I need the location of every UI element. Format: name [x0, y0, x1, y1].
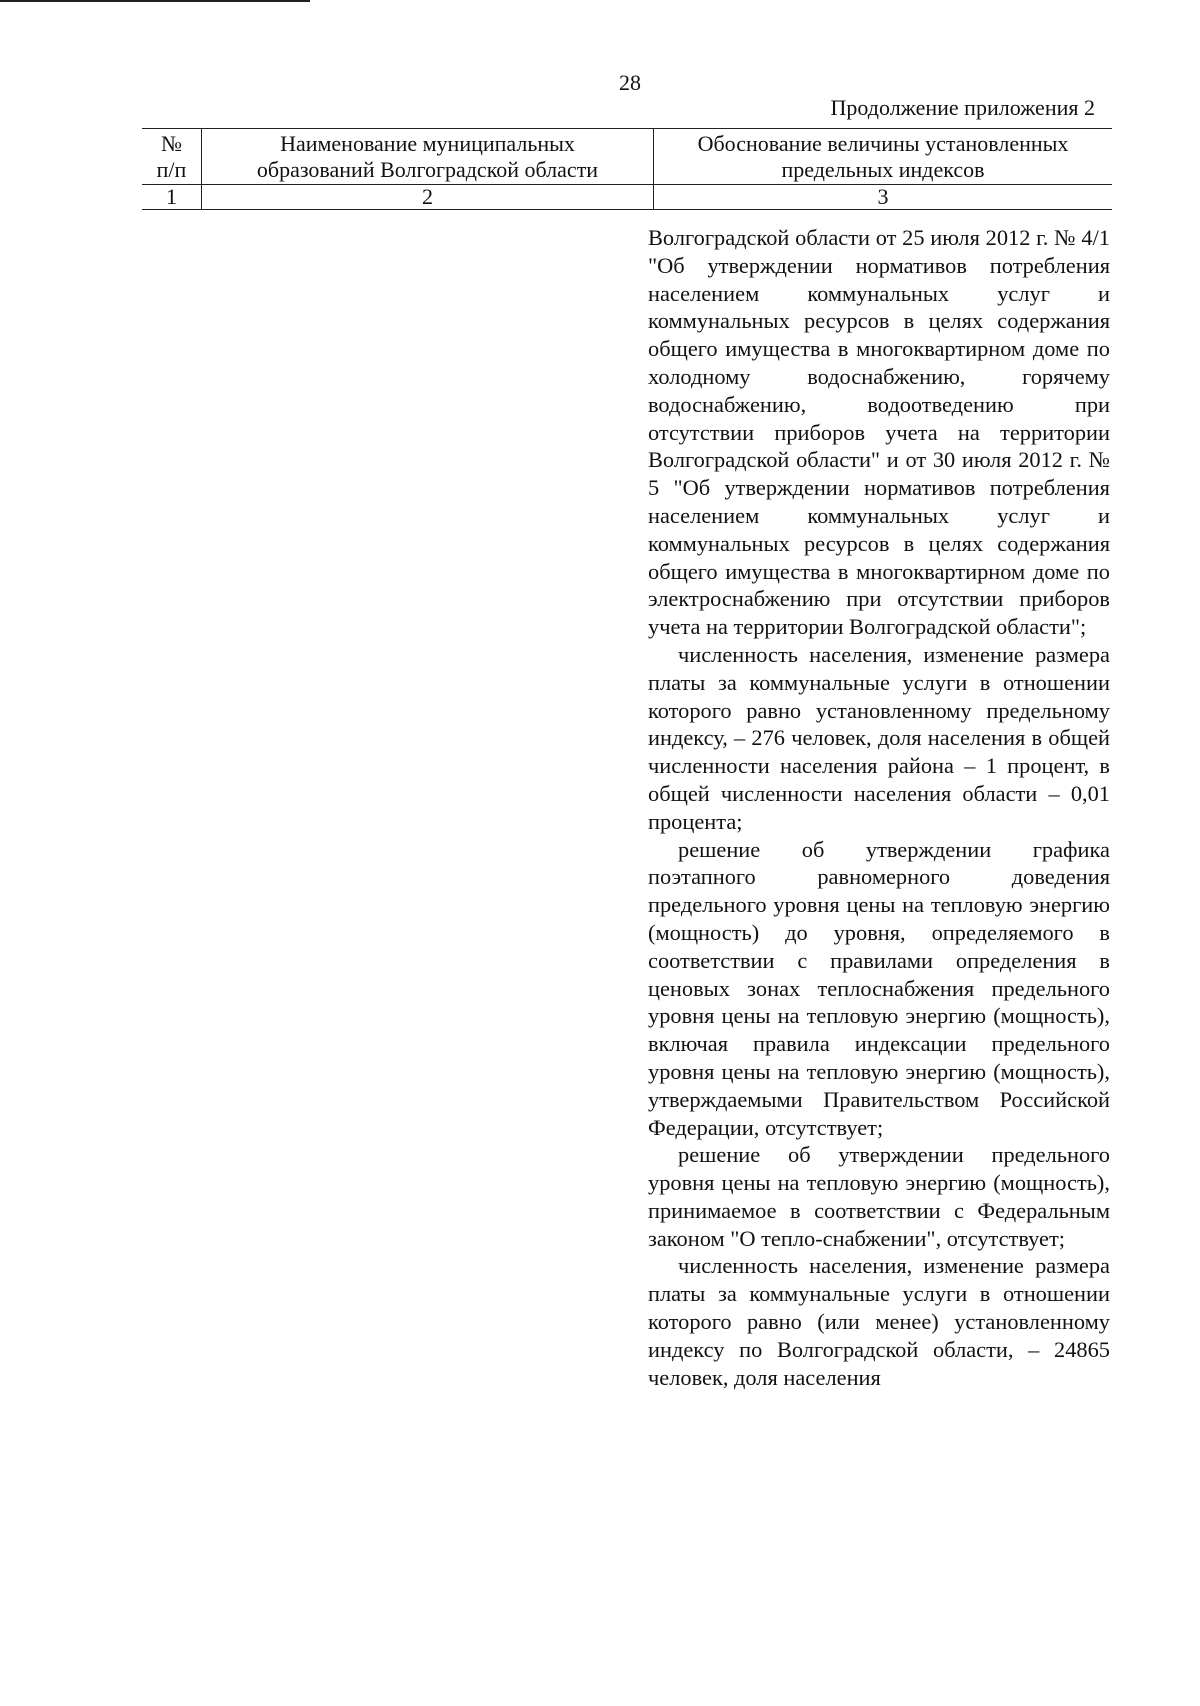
- appendix-table-header: [142, 128, 1112, 210]
- table-header-row: [142, 129, 1112, 185]
- index-cell-3: 3: [654, 185, 1113, 210]
- paragraph-1: Волгоградской области от 25 июля 2012 г. № 4/1 "Об утверждении нормативов потребления населением коммунальных услуг и коммунальных ресурсов в целях содержания общего имущества в многоквартирном доме по холодному водоснабжению, горячему водоснабжению, водоотведению при отсутствии приборов учета на территории Волгоградской области" и от 30 июля 2012 г. № 5 "Об утверждении нормативов потребления населением коммунальных услуг и коммунальных ресурсов в целях содержания общего имущества в многоквартирном доме по электроснабжению при отсутствии приборов учета на территории Волгоградской области";: [648, 225, 1110, 640]
- header-name-line-2: образований Волгоградской области: [256, 157, 599, 182]
- page-number: 28: [619, 70, 641, 95]
- header-basis-line-1: Обоснование величины установленных: [697, 131, 1069, 156]
- justification-text: [648, 224, 1110, 1391]
- paragraph-3: решение об утверждении графика поэтапного равномерного доведения предельного уровня цены на тепловую энергию (мощность) до уровня, определяемого в соответствии с правилами определения в ценовых зонах теплоснабжения предельного уровня цены на тепловую энергию (мощность), включая правила индексации предельного уровня цены на тепловую энергию (мощность), утверждаемыми Правительством Российской Федерации, отсутствует;: [648, 836, 1110, 1140]
- header-num: [142, 129, 202, 185]
- index-cell-1: 1: [142, 185, 202, 210]
- index-cell-2: 2: [202, 185, 654, 210]
- header-num-line-2: п/п: [156, 157, 187, 182]
- scan-edge-mark: [0, 0, 310, 2]
- header-name-line-1: Наименование муниципальных: [280, 131, 575, 156]
- paragraph-2: численность населения, изменение размера платы за коммунальные услуги в отношении которого равно установленному предельному индексу, – 276 человек, доля населения в общей численности населения района – 1 процент, в общей численности населения области – 0,01 процента;: [648, 641, 1110, 834]
- paragraph-4: решение об утверждении предельного уровня цены на тепловую энергию (мощность), принимаемое в соответствии с Федеральным законом "О тепло-снабжении", отсутствует;: [648, 1142, 1110, 1251]
- header-basis-line-2: предельных индексов: [781, 157, 985, 182]
- header-num-line-1: №: [161, 131, 182, 156]
- paragraph-5: численность населения, изменение размера платы за коммунальные услуги в отношении которого равно (или менее) установленному индексу по Волгоградской области, – 24865 человек, доля населения: [648, 1253, 1110, 1390]
- header-municipality-name: [202, 129, 654, 185]
- continuation-label: Продолжение приложения 2: [830, 95, 1095, 120]
- header-justification: [654, 129, 1113, 185]
- table-index-row: [142, 185, 1112, 210]
